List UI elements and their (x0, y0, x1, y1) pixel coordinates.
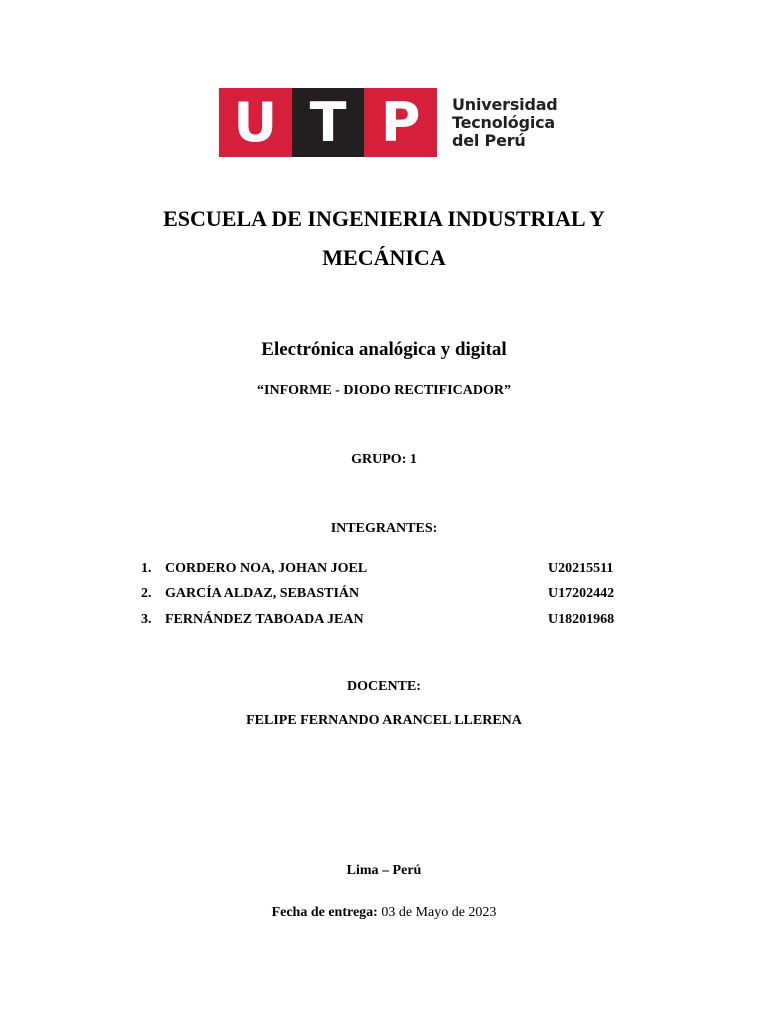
school-title-line-2: MECÁNICA (322, 245, 446, 270)
utp-logo-mark (219, 88, 437, 157)
member-name: FERNÁNDEZ TABOADA JEAN (165, 611, 364, 627)
utp-logo-wordmark (452, 96, 558, 150)
list-item (141, 556, 623, 582)
list-item (141, 607, 623, 633)
logo-letter-u: U (219, 88, 292, 157)
logo-name-line: del Perú (452, 130, 526, 150)
logo-letter-p: P (364, 88, 437, 157)
utp-logo (219, 88, 558, 157)
member-code: U17202442 (548, 586, 615, 602)
teacher-heading: DOCENTE: (347, 679, 421, 694)
report-title: “INFORME - DIODO RECTIFICADOR” (257, 383, 511, 398)
delivery-date-value: 03 de Mayo de 2023 (381, 905, 497, 920)
school-title-line-1: ESCUELA DE INGENIERIA INDUSTRIAL Y (163, 206, 605, 231)
group-label: GRUPO: 1 (351, 452, 417, 467)
logo-letter-t: T (292, 88, 365, 157)
location: Lima – Perú (346, 863, 422, 878)
member-name: GARCÍA ALDAZ, SEBASTIÁN (165, 586, 360, 602)
logo-name-line: Tecnológica (452, 112, 556, 132)
member-code: U18201968 (548, 611, 615, 627)
course-title: Electrónica analógica y digital (261, 339, 507, 360)
delivery-date (0, 905, 768, 921)
member-code: U20215511 (548, 560, 614, 576)
member-number: 1. (141, 560, 152, 576)
member-number: 3. (141, 611, 152, 627)
members-heading: INTEGRANTES: (330, 521, 438, 536)
logo-name-line: Universidad (452, 94, 558, 114)
delivery-date-label: Fecha de entrega: (271, 905, 378, 920)
members-list (141, 556, 623, 633)
list-item (141, 582, 623, 608)
member-name: CORDERO NOA, JOHAN JOEL (165, 560, 368, 576)
teacher-name: FELIPE FERNANDO ARANCEL LLERENA (246, 713, 522, 728)
member-number: 2. (141, 586, 152, 602)
